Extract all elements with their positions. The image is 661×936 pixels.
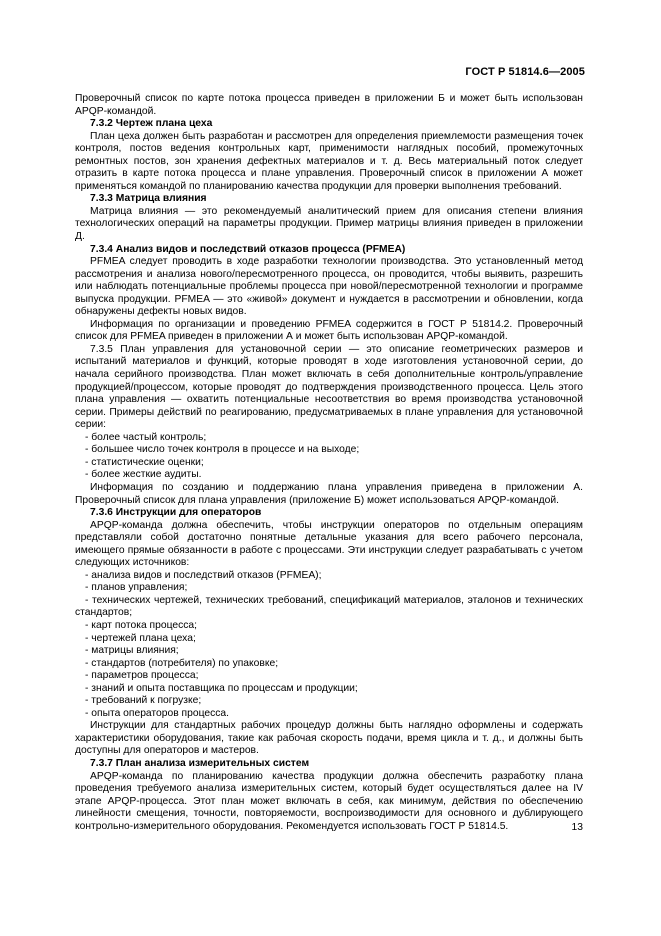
list-item: - матрицы влияния;: [85, 645, 179, 657]
list-item: - статистические оценки;: [85, 456, 204, 468]
list-item: - знаний и опыта поставщика по процессам и продукции;: [85, 682, 358, 694]
list-item: - требований к погрузке;: [85, 695, 202, 707]
section-heading: 7.3.2 Чертеж плана цеха: [90, 118, 213, 130]
list-item: - планов управления;: [85, 582, 188, 594]
list-item: - большее число точек контроля в процессе и на выходе;: [85, 444, 360, 456]
body-paragraph: APQP-команда по планированию качества продукции должна обеспечить разработку плана проведения требуемого анализа измерительных систем, который будет осуществляться далее на IV этапе APQP-процесса. Этот план может включать в себя, как минимум, действия по обеспечению линейности смещения, точности, повторяемости, воспроизводимости для основного и дублирующего контрольно-измерительного оборудования. Рекомендуется использовать ГОСТ Р 51814.5.: [75, 770, 583, 832]
body-paragraph: Информация по созданию и поддержанию плана управления приведена в приложении А. Проверочный список для плана управления (приложение Б) может использоваться APQP-командой.: [75, 481, 583, 506]
list-item: - параметров процесса;: [85, 670, 199, 682]
body-paragraph: PFMEA следует проводить в ходе разработки технологии производства. Это установленный метод рассмотрения и анализа нового/пересмотренного процесса, он проводится, чтобы выявить, разрешить или наблюдать потенциальные проблемы процесса при новой/пересмотренной технологии и программе выпуска продукции. PFMEA — это «живой» документ и нуждается в рассмотрении и обновлении, когда обнаружены дефекты новых видов.: [75, 256, 583, 318]
list-item: - карт потока процесса;: [85, 619, 197, 631]
list-item: - чертежей плана цеха;: [85, 632, 196, 644]
list-item: - технических чертежей, технических требований, спецификаций материалов, эталонов и технических стандартов;: [75, 594, 583, 619]
body-paragraph: Информация по организации и проведению PFMEA содержится в ГОСТ Р 51814.2. Проверочный список для PFMEA приведен в приложении А и может быть использован APQP-командой.: [75, 318, 583, 343]
body-paragraph: Матрица влияния — это рекомендуемый аналитический прием для описания степени влияния технологических операций на параметры продукции. Пример матрицы влияния приведен в приложении Д.: [75, 205, 583, 243]
list-item: - опыта операторов процесса.: [85, 707, 229, 719]
list-item: - более жесткие аудиты.: [85, 469, 202, 481]
section-heading: 7.3.4 Анализ видов и последствий отказов процесса (PFMEA): [90, 243, 406, 255]
list-item: - анализа видов и последствий отказов (PFMEA);: [85, 569, 322, 581]
list-item: - более частый контроль;: [85, 431, 207, 443]
section-heading: 7.3.6 Инструкции для операторов: [90, 507, 262, 519]
section-heading: 7.3.7 План анализа измерительных систем: [90, 757, 310, 769]
standard-id-header: ГОСТ Р 51814.6—2005: [465, 66, 585, 78]
list-item: - стандартов (потребителя) по упаковке;: [85, 657, 279, 669]
body-paragraph: APQP-команда должна обеспечить, чтобы инструкции операторов по отдельным операциям представляли собой достаточно понятные детальные указания для всего рабочего персонала, имеющего прямые обязанности в работе с процессами. Эти инструкции следует разрабатывать с учетом следующих источников:: [75, 519, 583, 569]
page-number: 13: [571, 822, 583, 833]
body-paragraph: План цеха должен быть разработан и рассмотрен для определения приемлемости размещения точек контроля, постов ведения контрольных карт, применимости наглядных пособий, промежуточных ремонтных постов, зон хранения дефектных материалов и т. д. Весь материальный поток следует отразить в карте потока процесса и плане управления. Проверочный список в приложении А может применяться командой по планированию качества продукции для проверки выполнения требований.: [75, 130, 583, 192]
body-paragraph: Инструкции для стандартных рабочих процедур должны быть наглядно оформлены и содержать характеристики оборудования, такие как рабочая скорость подачи, время цикла и т. д., и должны быть доступны для операторов и мастеров.: [75, 720, 583, 757]
document-body: [75, 93, 583, 833]
section-heading: 7.3.3 Матрица влияния: [90, 193, 207, 205]
body-paragraph: 7.3.5 План управления для установочной серии — это описание геометрических размеров и испытаний материалов и функций, которые проводят в ходе изготовления установочной серии, до начала серийного производства. План может включать в себя дополнительные контроль/управление продукцией/процессом, которые проводят до подтверждения производственного процесса. Цель этого плана управления — охватить потенциальные несоответствия во время производства установочной серии. Примеры действий по реагированию, предусматриваемых в плане управления для установочной серии:: [75, 343, 583, 431]
body-paragraph: Проверочный список по карте потока процесса приведен в приложении Б и может быть использован APQP-командой.: [75, 93, 583, 117]
